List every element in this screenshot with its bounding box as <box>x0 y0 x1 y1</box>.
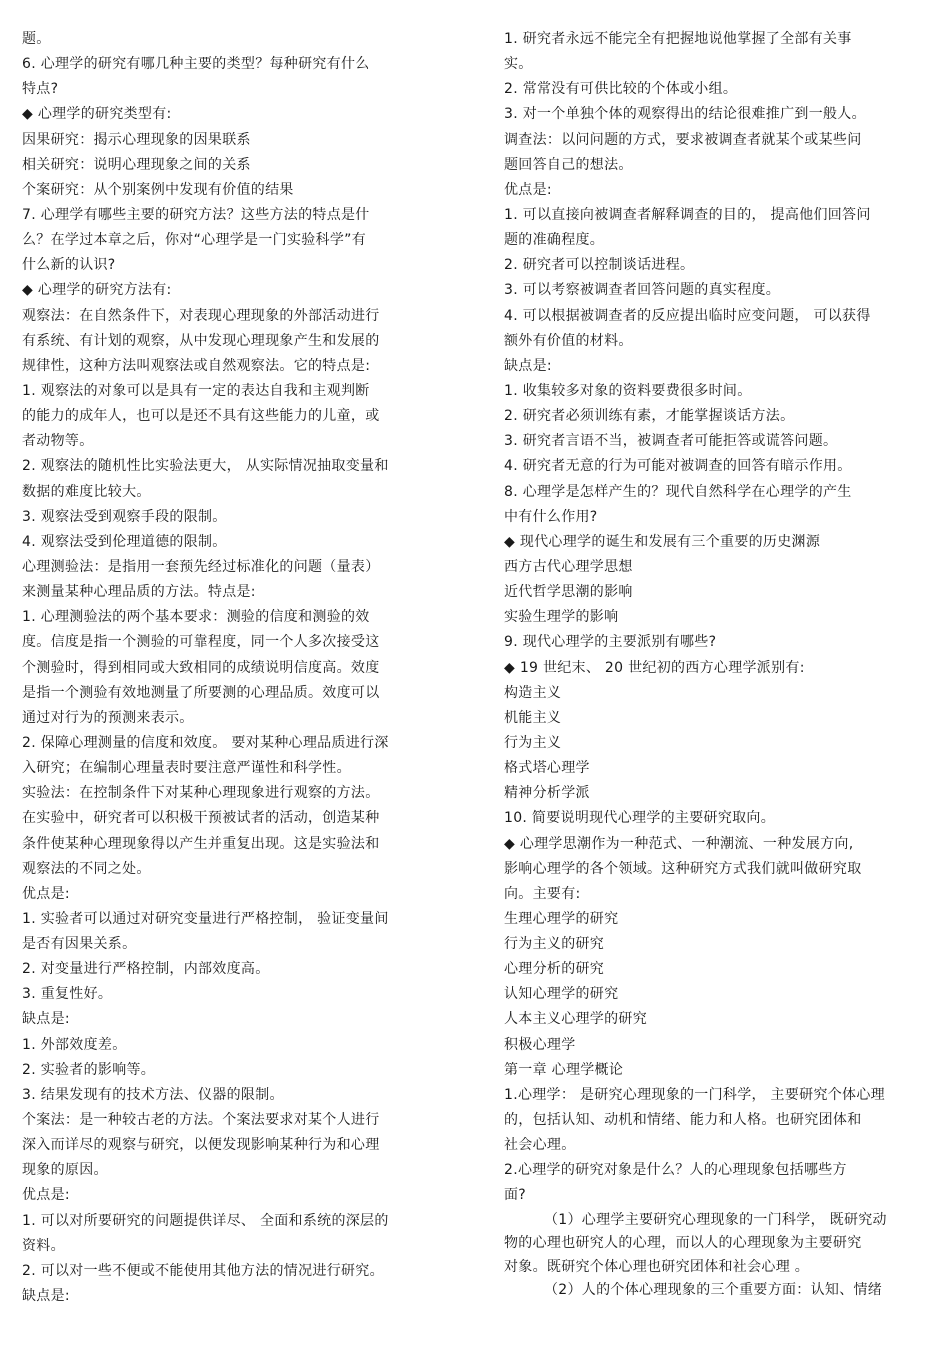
text-line: 3. 对一个单独个体的观察得出的结论很难推广到一般人。 <box>504 106 866 123</box>
text-line: 2.心理学的研究对象是什么？人的心理现象包括哪些方 <box>504 1162 847 1179</box>
text-line: 8. 心理学是怎样产生的？现代自然科学在心理学的产生 <box>504 483 852 500</box>
text-line: 的能力的成年人，也可以是还不具有这些能力的儿童，或 <box>22 408 380 425</box>
text-line: 优点是: <box>504 181 552 198</box>
text-line: 行为主义 <box>504 734 562 751</box>
text-line: 生理心理学的研究 <box>504 910 619 927</box>
text-line: 来测量某种心理品质的方法。特点是: <box>22 584 256 601</box>
text-line: 额外有价值的材料。 <box>504 332 633 349</box>
text-line: 近代哲学思潮的影响 <box>504 584 633 601</box>
text-line: 通过对行为的预测来表示。 <box>22 709 194 726</box>
text-line: 对象。既研究个体心理也研究团体和社会心理 。 <box>504 1258 810 1275</box>
text-line: 实验生理学的影响 <box>504 609 619 626</box>
text-line: 条件使某种心理现象得以产生并重复出现。这是实验法和 <box>22 835 380 852</box>
text-line: 1.心理学： 是研究心理现象的一门科学， 主要研究个体心理 <box>504 1086 885 1103</box>
text-line: 相关研究：说明心理现象之间的关系 <box>22 156 251 173</box>
text-line: 资料。 <box>22 1237 65 1254</box>
text-line: 什么新的认识? <box>22 257 116 274</box>
text-line: 1. 心理测验法的两个基本要求：测验的信度和测验的效 <box>22 609 370 626</box>
text-line: 机能主义 <box>504 709 562 726</box>
text-line: ◆ 19 世纪末、 20 世纪初的西方心理学派别有: <box>504 659 805 676</box>
text-line: 1. 可以对所要研究的问题提供详尽、 全面和系统的深层的 <box>22 1212 389 1229</box>
text-line: 3. 研究者言语不当，被调查者可能拒答或谎答问题。 <box>504 433 838 450</box>
text-line: 2. 实验者的影响等。 <box>22 1061 156 1078</box>
text-line: 4. 研究者无意的行为可能对被调查的回答有暗示作用。 <box>504 458 852 475</box>
text-line: ◆ 心理学的研究类型有: <box>22 106 172 123</box>
text-line: 1. 研究者永远不能完全有把握地说他掌握了全部有关事 <box>504 31 852 47</box>
text-line: 4. 观察法受到伦理道德的限制。 <box>22 533 227 550</box>
text-line: 构造主义 <box>504 684 562 701</box>
text-line: 3. 结果发现有的技术方法、仪器的限制。 <box>22 1086 284 1103</box>
text-line: 调查法：以问问题的方式，要求被调查者就某个或某些问 <box>504 131 862 148</box>
text-line: 个测验时，得到相同或大致相同的成绩说明信度高。效度 <box>22 659 380 676</box>
text-line: 1. 实验者可以通过对研究变量进行严格控制， 验证变量间 <box>22 910 389 927</box>
text-line: 实。 <box>504 56 533 73</box>
text-line: 度。信度是指一个测验的可靠程度，同一个人多次接受这 <box>22 634 380 651</box>
text-line: 深入而详尽的观察与研究，以便发现影响某种行为和心理 <box>22 1137 380 1154</box>
text-line: 题回答自己的想法。 <box>504 156 633 173</box>
text-line: 有系统、有计划的观察，从中发现心理现象产生和发展的 <box>22 332 380 349</box>
left-column <box>22 27 447 1309</box>
text-line: 7. 心理学有哪些主要的研究方法？这些方法的特点是什 <box>22 206 370 223</box>
text-line: 入研究；在编制心理量表时要注意严谨性和科学性。 <box>22 760 351 777</box>
text-line: 第一章 心理学概论 <box>504 1061 624 1078</box>
text-line: 缺点是: <box>22 1011 70 1028</box>
text-line: 观察法：在自然条件下，对表现心理现象的外部活动进行 <box>22 307 380 324</box>
text-line: 1. 观察法的对象可以是具有一定的表达自我和主观判断 <box>22 382 370 399</box>
text-line: 精神分析学派 <box>504 785 590 802</box>
text-line: 格式塔心理学 <box>504 760 590 777</box>
text-line: 现象的原因。 <box>22 1162 108 1179</box>
text-line: 缺点是: <box>22 1288 70 1305</box>
text-line: 2. 对变量进行严格控制，内部效度高。 <box>22 961 270 978</box>
text-line: 规律性，这种方法叫观察法或自然观察法。它的特点是: <box>22 357 371 374</box>
text-line: 者动物等。 <box>22 433 94 450</box>
text-line: 是否有因果关系。 <box>22 936 137 953</box>
text-line: 在实验中，研究者可以积极干预被试者的活动，创造某种 <box>22 810 380 827</box>
text-line: 心理测验法：是指用一套预先经过标准化的问题（量表） <box>22 558 380 575</box>
text-line: 1. 可以直接向被调查者解释调查的目的， 提高他们回答问 <box>504 206 871 223</box>
text-line: 2. 可以对一些不便或不能使用其他方法的情况进行研究。 <box>22 1262 384 1279</box>
text-line: 认知心理学的研究 <box>504 986 619 1003</box>
text-line: 因果研究：揭示心理现象的因果联系 <box>22 131 251 148</box>
text-line: 2. 研究者必须训练有素，才能掌握谈话方法。 <box>504 408 795 425</box>
text-line: 是指一个测验有效地测量了所要测的心理品质。效度可以 <box>22 684 380 701</box>
text-line: 西方古代心理学思想 <box>504 558 633 575</box>
text-line: 的，包括认知、动机和情绪、能力和人格。也研究团体和 <box>504 1112 862 1129</box>
text-line: 么？在学过本章之后，你对“心理学是一门实验科学”有 <box>22 232 367 249</box>
text-line: 积极心理学 <box>504 1036 576 1053</box>
text-line: 面? <box>504 1187 527 1204</box>
text-line: 9. 现代心理学的主要派别有哪些? <box>504 634 717 651</box>
text-line: ◆ 心理学思潮作为一种范式、一种潮流、一种发展方向, <box>504 835 854 852</box>
right-column <box>504 27 924 1303</box>
text-line: 2. 常常没有可供比较的个体或小组。 <box>504 81 738 98</box>
text-line: （1）心理学主要研究心理现象的一门科学， 既研究动 <box>544 1211 887 1228</box>
text-line: 2. 研究者可以控制谈话进程。 <box>504 257 695 274</box>
text-line: 题的准确程度。 <box>504 232 605 249</box>
text-line: 3. 重复性好。 <box>22 986 113 1003</box>
text-line: 1. 收集较多对象的资料要费很多时间。 <box>504 382 752 399</box>
text-line: 优点是: <box>22 885 70 902</box>
text-line: 缺点是: <box>504 357 552 374</box>
text-line: 物的心理也研究人的心理，而以人的心理现象为主要研究 <box>504 1235 862 1252</box>
text-line: 2. 保障心理测量的信度和效度。 要对某种心理品质进行深 <box>22 734 389 751</box>
text-line: 个案法：是一种较古老的方法。个案法要求对某个人进行 <box>22 1112 380 1129</box>
text-line: 社会心理。 <box>504 1137 576 1154</box>
text-line: 观察法的不同之处。 <box>22 860 151 877</box>
text-line: ◆ 心理学的研究方法有: <box>22 282 172 299</box>
text-line: 特点? <box>22 81 59 98</box>
text-line: 6. 心理学的研究有哪几种主要的类型？每种研究有什么 <box>22 56 370 73</box>
text-line: 1. 外部效度差。 <box>22 1036 127 1053</box>
text-line: 实验法：在控制条件下对某种心理现象进行观察的方法。 <box>22 785 380 802</box>
text-line: ◆ 现代心理学的诞生和发展有三个重要的历史渊源 <box>504 533 821 550</box>
text-line: 3. 观察法受到观察手段的限制。 <box>22 508 227 525</box>
text-line: 3. 可以考察被调查者回答问题的真实程度。 <box>504 282 781 299</box>
text-line: 影响心理学的各个领域。这种研究方式我们就叫做研究取 <box>504 860 862 877</box>
text-line: 人本主义心理学的研究 <box>504 1011 647 1028</box>
text-line: 心理分析的研究 <box>504 961 605 978</box>
text-line: 数据的难度比较大。 <box>22 483 151 500</box>
text-line: 行为主义的研究 <box>504 936 605 953</box>
text-line: 10. 简要说明现代心理学的主要研究取向。 <box>504 810 776 827</box>
text-line: 2. 观察法的随机性比实验法更大， 从实际情况抽取变量和 <box>22 458 389 475</box>
text-line: （2）人的个体心理现象的三个重要方面：认知、情绪 <box>544 1282 883 1299</box>
text-line: 中有什么作用? <box>504 508 598 525</box>
text-line: 题。 <box>22 31 51 47</box>
text-line: 优点是: <box>22 1187 70 1204</box>
text-line: 个案研究：从个别案例中发现有价值的结果 <box>22 181 294 198</box>
text-line: 向。主要有: <box>504 885 581 902</box>
text-line: 4. 可以根据被调查者的反应提出临时应变问题， 可以获得 <box>504 307 871 324</box>
